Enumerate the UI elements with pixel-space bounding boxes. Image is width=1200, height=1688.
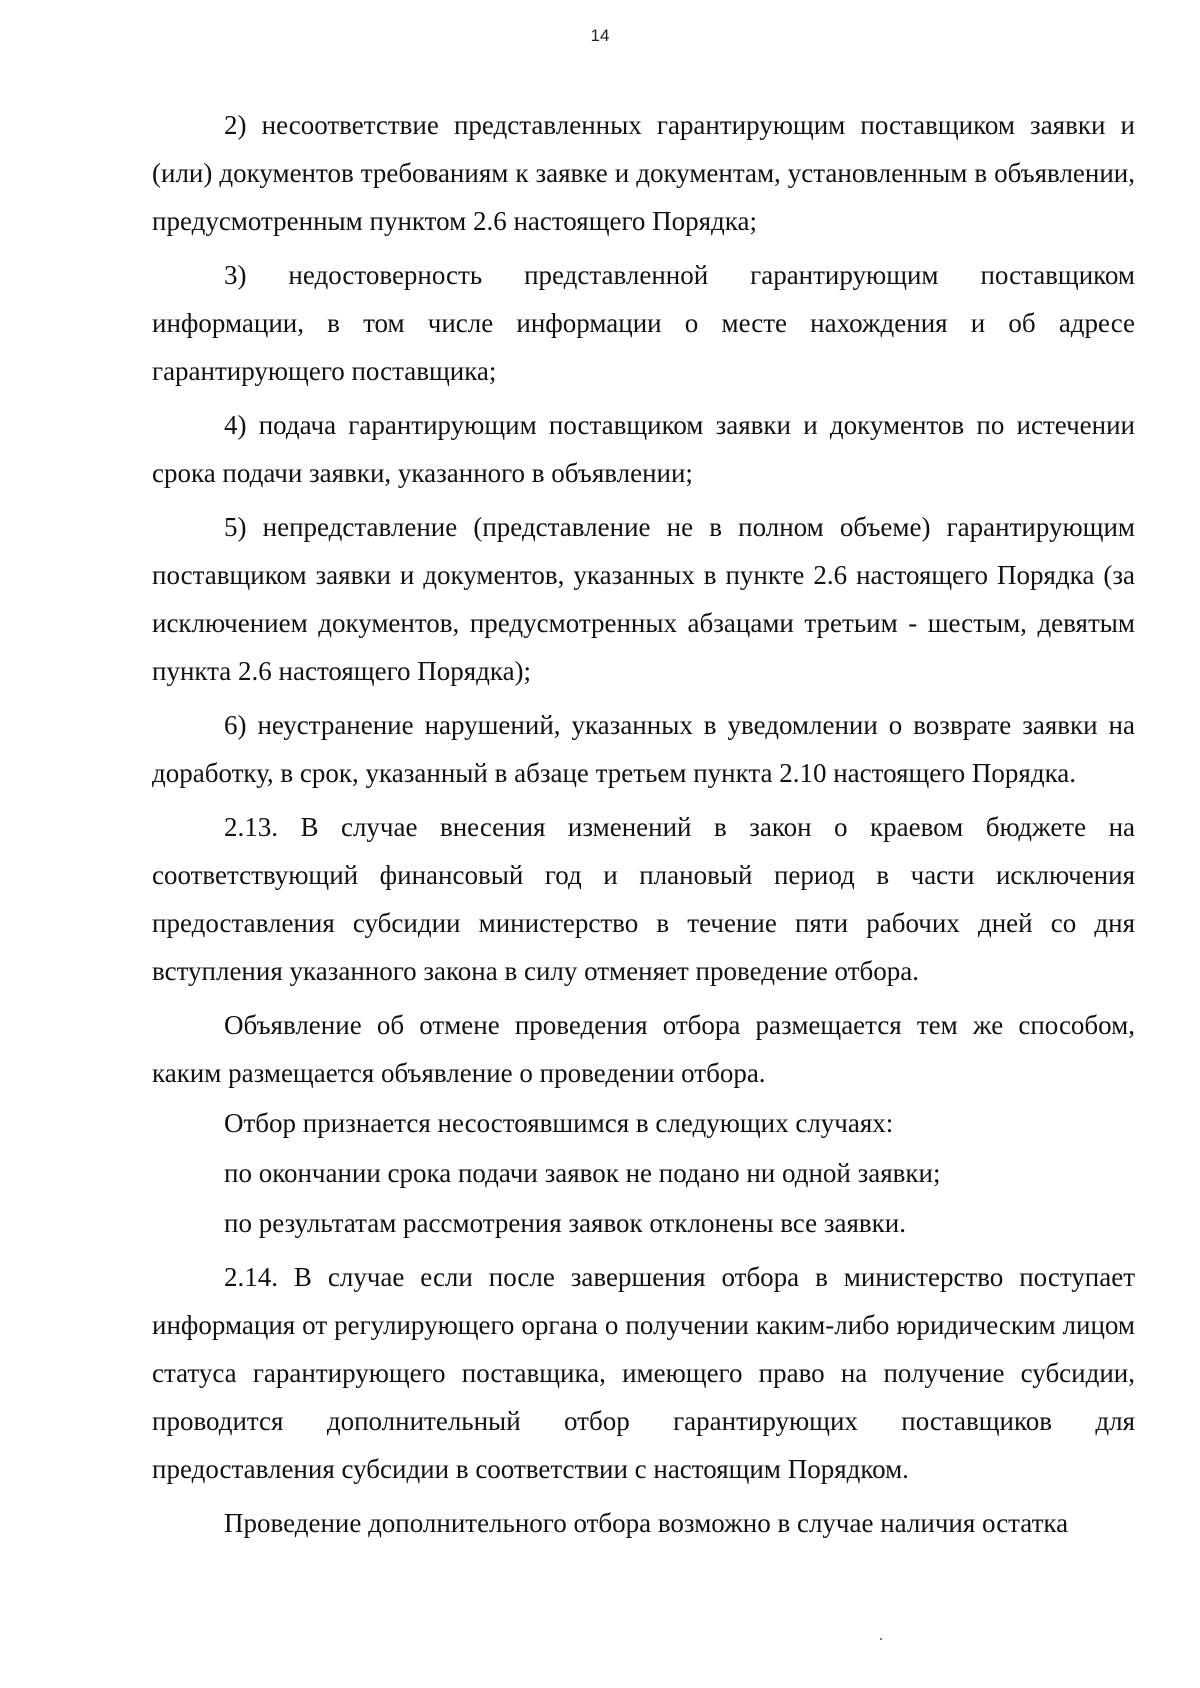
paragraph-failed-selection-intro: Отбор признается несостоявшимся в следующих случаях: (224, 1108, 894, 1138)
paragraph-all-rejected: по результатам рассмотрения заявок отклонены все заявки. (224, 1208, 906, 1238)
paragraph-no-applications: по окончании срока подачи заявок не подано ни одной заявки; (224, 1158, 941, 1188)
paragraph-item-5: 5) непредставление (представление не в полном объеме) гарантирующим поставщиком заявки и документов, указанных в пункте 2.6 настоящего Порядка (за исключением документов, предусмотренных абзацами третьим - шестым, девятым пункта 2.6 настоящего Порядка); (152, 512, 1135, 686)
paragraph-additional-selection: Проведение дополнительного отбора возможно в случае наличия остатка (224, 1508, 1069, 1538)
paragraph-cancellation-notice: Объявление об отмене проведения отбора размещается тем же способом, каким размещается объявление о проведении отбора. (152, 1010, 1135, 1088)
paragraph-item-6: 6) неустранение нарушений, указанных в уведомлении о возврате заявки на доработку, в срок, указанный в абзаце третьем пункта 2.10 настоящего Порядка. (152, 710, 1135, 788)
scan-speck (880, 1638, 882, 1640)
paragraph-item-3: 3) недостоверность представленной гарантирующим поставщиком информации, в том числе информации о месте нахождения и об адресе гарантирующего поставщика; (152, 260, 1135, 386)
document-body (152, 101, 1135, 1547)
paragraph-item-4: 4) подача гарантирующим поставщиком заявки и документов по истечении срока подачи заявки, указанного в объявлении; (152, 410, 1135, 488)
paragraph-section-2-14: 2.14. В случае если после завершения отбора в министерство поступает информация от регулирующего органа о получении каким-либо юридическим лицом статуса гарантирующего поставщика, имеющего право на получение субсидии, проводится дополнительный отбор гарантирующих поставщиков для предоставления субсидии в соответствии с настоящим Порядком. (152, 1262, 1135, 1484)
paragraph-section-2-13: 2.13. В случае внесения изменений в закон о краевом бюджете на соответствующий финансовый год и плановый период в части исключения предоставления субсидии министерство в течение пяти рабочих дней со дня вступления указанного закона в силу отменяет проведение отбора. (152, 812, 1135, 986)
page-number: 14 (590, 26, 610, 45)
paragraph-item-2: 2) несоответствие представленных гарантирующим поставщиком заявки и (или) документов требованиям к заявке и документам, установленным в объявлении, предусмотренным пунктом 2.6 настоящего Порядка; (152, 110, 1135, 236)
